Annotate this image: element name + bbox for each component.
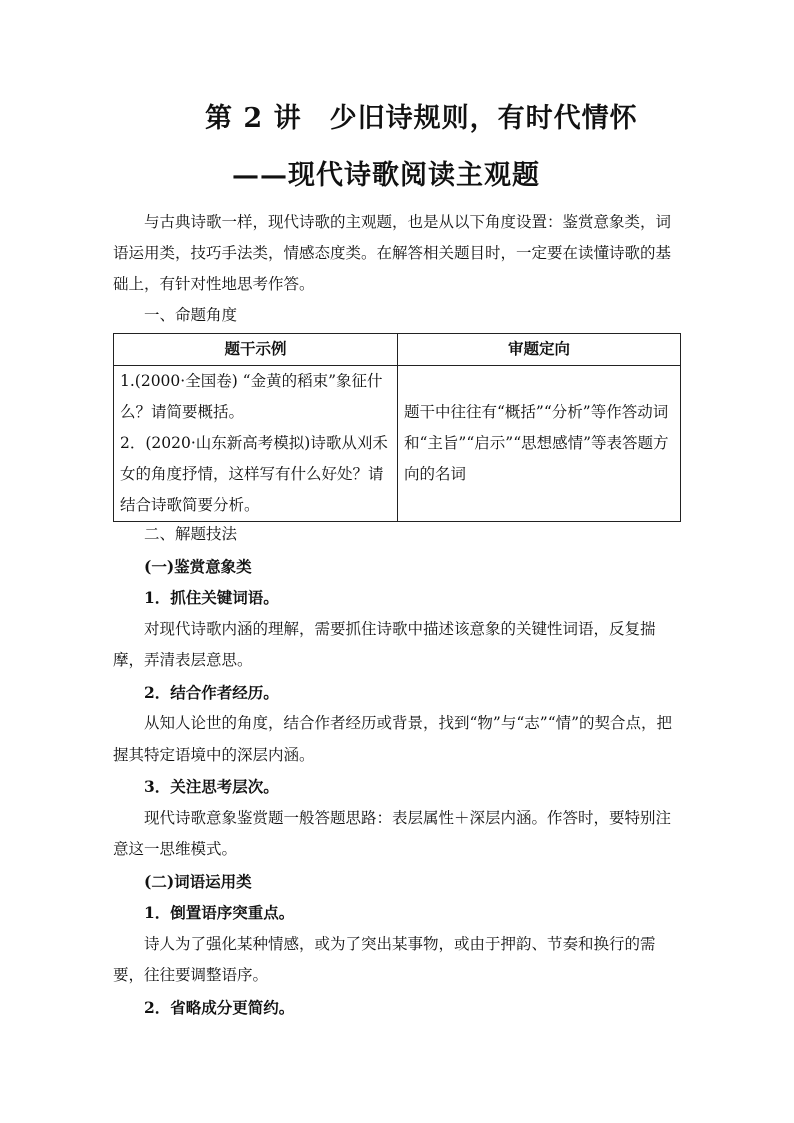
section-heading-2: 二、解题技法 [144, 525, 238, 543]
table-cell-guidance: 题干中往往有“概括”“分析”等作答动词和“主旨”“启示”“思想感情”等表答题方向的名词 [398, 366, 681, 522]
method-heading-2: 2．结合作者经历。 [144, 682, 279, 702]
methods-section [113, 519, 680, 1023]
table-cell-examples [114, 366, 398, 522]
table-header-guidance: 审题定向 [398, 334, 681, 366]
lecture-subtitle: ——现代诗歌阅读主观题 [232, 160, 540, 191]
intro-block [113, 207, 680, 331]
sub-heading-imagery: (一)鉴赏意象类 [144, 556, 252, 576]
section-heading-1: 一、命题角度 [144, 306, 238, 324]
method-text-2: 从知人论世的角度，结合作者经历或背景，找到“物”与“志”“情”的契合点，把握其特定语境中的深层内涵。 [113, 714, 673, 764]
method-heading-4: 1．倒置语序突重点。 [144, 903, 295, 922]
sub-heading-wording: (二)词语运用类 [144, 871, 252, 891]
method-heading-5: 2．省略成分更简约。 [144, 997, 295, 1017]
example-item-1: 1.(2000·全国卷) “金黄的稻束”象征什么？请简要概括。 [120, 372, 383, 421]
example-item-2: 2．(2020·山东新高考模拟)诗歌从刈禾女的角度抒情，这样写有什么好处？请结合诗歌简要分析。 [120, 434, 388, 514]
method-heading-3: 3．关注思考层次。 [144, 777, 279, 796]
method-heading-1: 1．抓住关键词语。 [144, 588, 279, 607]
lecture-title: 第 2 讲 少旧诗规则，有时代情怀 [205, 103, 638, 134]
method-text-4: 诗人为了强化某种情感，或为了突出某事物，或由于押韵、节奏和换行的需要，往往要调整语序。 [113, 934, 656, 984]
method-text-3: 现代诗歌意象鉴赏题一般答题思路：表层属性＋深层内涵。作答时，要特别注意这一思维模式。 [113, 808, 672, 858]
method-text-1: 对现代诗歌内涵的理解，需要抓住诗歌中描述该意象的关键性词语，反复揣摩，弄清表层意思。 [113, 619, 656, 669]
table-header-examples: 题干示例 [114, 334, 398, 366]
question-angle-table [113, 333, 681, 522]
intro-paragraph: 与古典诗歌一样，现代诗歌的主观题，也是从以下角度设置：鉴赏意象类，词语运用类，技巧手法类，情感态度类。在解答相关题目时，一定要在读懂诗歌的基础上，有针对性地思考作答。 [113, 213, 672, 293]
